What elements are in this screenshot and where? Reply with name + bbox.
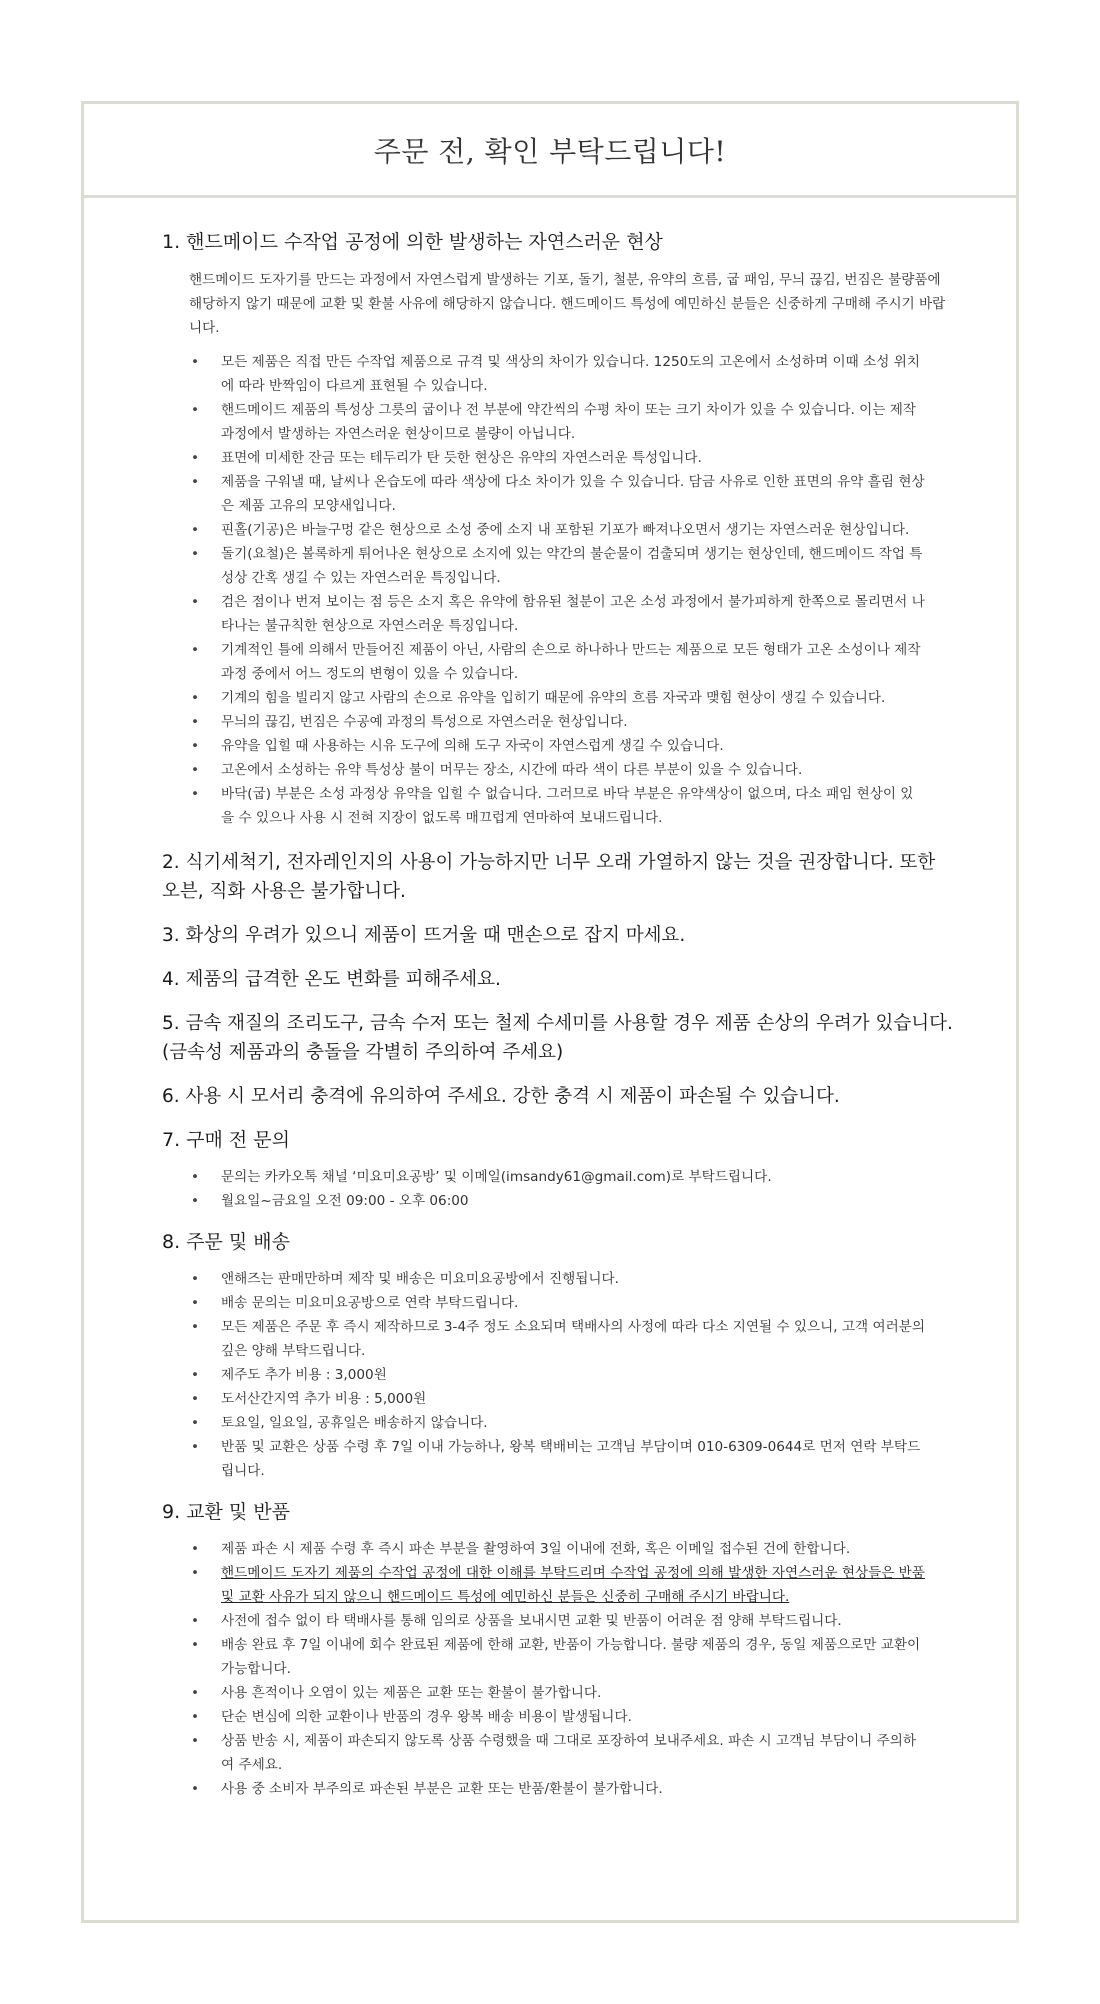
list-item: • 제주도 추가 비용 : 3,000원	[221, 1363, 956, 1387]
section-heading: 9. 교환 및 반품	[162, 1501, 291, 1523]
section-9	[162, 1498, 956, 1801]
list-item: • 사용 흔적이나 오염이 있는 제품은 교환 또는 환불이 불가합니다.	[221, 1681, 956, 1705]
list-item: • 돌기(요철)은 볼록하게 튀어나온 현상으로 소지에 있는 약간의 불순물이 검출되며 생기는 현상인데, 핸드메이드 작업 특성상 간혹 생길 수 있는 자연스러운 특징입니다.	[221, 542, 956, 590]
list-item: • 배송 완료 후 7일 이내에 회수 완료된 제품에 한해 교환, 반품이 가능합니다. 불량 제품의 경우, 동일 제품으로만 교환이 가능합니다.	[221, 1633, 956, 1681]
list-item: • 기계적인 틀에 의해서 만들어진 제품이 아닌, 사람의 손으로 하나하나 만드는 제품으로 모든 형태가 고온 소성이나 제작 과정 중에서 어느 정도의 변형이 있을 수 있습니다.	[221, 638, 956, 686]
list-item: • 고온에서 소성하는 유약 특성상 불이 머무는 장소, 시간에 따라 색이 다른 부분이 있을 수 있습니다.	[221, 758, 956, 782]
notice-frame	[81, 101, 1019, 1923]
list-item-emphasis	[221, 1561, 956, 1609]
section-4-heading: 4. 제품의 급격한 온도 변화를 피해주세요.	[162, 969, 501, 990]
list-item: • 무늬의 끊김, 번짐은 수공예 과정의 특성으로 자연스러운 현상입니다.	[221, 710, 956, 734]
list-item: • 표면에 미세한 잔금 또는 테두리가 탄 듯한 현상은 유약의 자연스러운 특성입니다.	[221, 446, 956, 470]
list-item: • 핀홀(기공)은 바늘구멍 같은 현상으로 소성 중에 소지 내 포함된 기포가 빠져나오면서 생기는 자연스러운 현상입니다.	[221, 518, 956, 542]
list-item: • 월요일~금요일 오전 09:00 - 오후 06:00	[221, 1189, 956, 1213]
list-item: • 앤해즈는 판매만하며 제작 및 배송은 미요미요공방에서 진행됩니다.	[221, 1267, 956, 1291]
list-item: • 반품 및 교환은 상품 수령 후 7일 이내 가능하나, 왕복 택배비는 고객님 부담이며 010-6309-0644로 먼저 연락 부탁드립니다.	[221, 1435, 956, 1483]
list-item: • 사용 중 소비자 부주의로 파손된 부분은 교환 또는 반품/환불이 불가합니다.	[221, 1777, 956, 1801]
title-bar	[84, 104, 1016, 198]
page-title: 주문 전, 확인 부탁드립니다!	[373, 134, 727, 168]
section-heading: 8. 주문 및 배송	[162, 1231, 291, 1253]
section-intro: 핸드메이드 도자기를 만드는 과정에서 자연스럽게 발생하는 기포, 돌기, 철분, 유약의 흐름, 굽 패임, 무늬 끊김, 번짐은 불량품에 해당하지 않기 때문에 교환 및 환불 사유에 해당하지 않습니다. 핸드메이드 특성에 예민하신 분들은 신중하게 구매해 주시기 바랍니다.	[189, 272, 946, 336]
list-item: • 토요일, 일요일, 공휴일은 배송하지 않습니다.	[221, 1411, 956, 1435]
list-item: • 도서산간지역 추가 비용 : 5,000원	[221, 1387, 956, 1411]
section-6-heading: 6. 사용 시 모서리 충격에 유의하여 주세요. 강한 충격 시 제품이 파손될 수 있습니다.	[162, 1086, 840, 1107]
underlined-text: 핸드메이드 도자기 제품의 수작업 공정에 대한 이해를 부탁드리며 수작업 공정에 의해 발생한 자연스러운 현상들은 반품 및 교환 사유가 되지 않으니 핸드메이드 특성에 예민하신 분들은 신중히 구매해 주시기 바랍니다.	[221, 1565, 925, 1605]
section-8	[162, 1228, 956, 1483]
list-item: • 모든 제품은 직접 만든 수작업 제품으로 규격 및 색상의 차이가 있습니다. 1250도의 고온에서 소성하며 이때 소성 위치에 따라 반짝임이 다르게 표현될 수 있습니다.	[221, 350, 956, 398]
bullet-list	[162, 1537, 956, 1801]
section-heading: 1. 핸드메이드 수작업 공정에 의한 발생하는 자연스러운 현상	[162, 231, 663, 253]
list-item: • 단순 변심에 의한 교환이나 반품의 경우 왕복 배송 비용이 발생됩니다.	[221, 1705, 956, 1729]
section-5-heading: 5. 금속 재질의 조리도구, 금속 수저 또는 철제 수세미를 사용할 경우 제품 손상의 우려가 있습니다. (금속성 제품과의 충돌을 각별히 주의하여 주세요)	[162, 1013, 953, 1063]
bullet-list	[162, 1165, 956, 1213]
list-item: • 기계의 힘을 빌리지 않고 사람의 손으로 유약을 입히기 때문에 유약의 흐름 자국과 맺힘 현상이 생길 수 있습니다.	[221, 686, 956, 710]
section-heading: 7. 구매 전 문의	[162, 1129, 291, 1151]
list-item: • 바닥(굽) 부분은 소성 과정상 유약을 입힐 수 없습니다. 그러므로 바닥 부분은 유약색상이 없으며, 다소 패임 현상이 있을 수 있으나 사용 시 전혀 지장이 없도록 매끄럽게 연마하여 보내드립니다.	[221, 782, 956, 830]
list-item: • 유약을 입힐 때 사용하는 시유 도구에 의해 도구 자국이 자연스럽게 생길 수 있습니다.	[221, 734, 956, 758]
list-item: • 제품 파손 시 제품 수령 후 즉시 파손 부분을 촬영하여 3일 이내에 전화, 혹은 이메일 접수된 건에 한합니다.	[221, 1537, 956, 1561]
list-item: • 모든 제품은 주문 후 즉시 제작하므로 3-4주 정도 소요되며 택배사의 사정에 따라 다소 지연될 수 있으니, 고객 여러분의 깊은 양해 부탁드립니다.	[221, 1315, 956, 1363]
bullet-list	[162, 350, 956, 830]
section-7	[162, 1126, 956, 1213]
list-item: • 검은 점이나 번져 보이는 점 등은 소지 혹은 유약에 함유된 철분이 고온 소성 과정에서 불가피하게 한쪽으로 몰리면서 나타나는 불규칙한 현상으로 자연스러운 특징입니다.	[221, 590, 956, 638]
bullet-list	[162, 1267, 956, 1483]
section-2-heading: 2. 식기세척기, 전자레인지의 사용이 가능하지만 너무 오래 가열하지 않는 것을 권장합니다. 또한 오븐, 직화 사용은 불가합니다.	[162, 852, 936, 902]
list-item: • 배송 문의는 미요미요공방으로 연락 부탁드립니다.	[221, 1291, 956, 1315]
section-3-heading: 3. 화상의 우려가 있으니 제품이 뜨거울 때 맨손으로 잡지 마세요.	[162, 925, 686, 946]
list-item: • 문의는 카카오톡 채널 ‘미요미요공방’ 및 이메일(imsandy61@gmail.com)로 부탁드립니다.	[221, 1165, 956, 1189]
section-1	[162, 228, 956, 830]
list-item: • 사전에 접수 없이 타 택배사를 통해 임의로 상품을 보내시면 교환 및 반품이 어려운 점 양해 부탁드립니다.	[221, 1609, 956, 1633]
list-item: • 제품을 구워낼 때, 날씨나 온습도에 따라 색상에 다소 차이가 있을 수 있습니다. 담금 사유로 인한 표면의 유약 흘림 현상은 제품 고유의 모양새입니다.	[221, 470, 956, 518]
notice-content	[84, 198, 1016, 1801]
list-item: • 핸드메이드 제품의 특성상 그릇의 굽이나 전 부분에 약간씩의 수평 차이 또는 크기 차이가 있을 수 있습니다. 이는 제작 과정에서 발생하는 자연스러운 현상이므로 불량이 아닙니다.	[221, 398, 956, 446]
list-item: • 상품 반송 시, 제품이 파손되지 않도록 상품 수령했을 때 그대로 포장하여 보내주세요. 파손 시 고객님 부담이니 주의하여 주세요.	[221, 1729, 956, 1777]
